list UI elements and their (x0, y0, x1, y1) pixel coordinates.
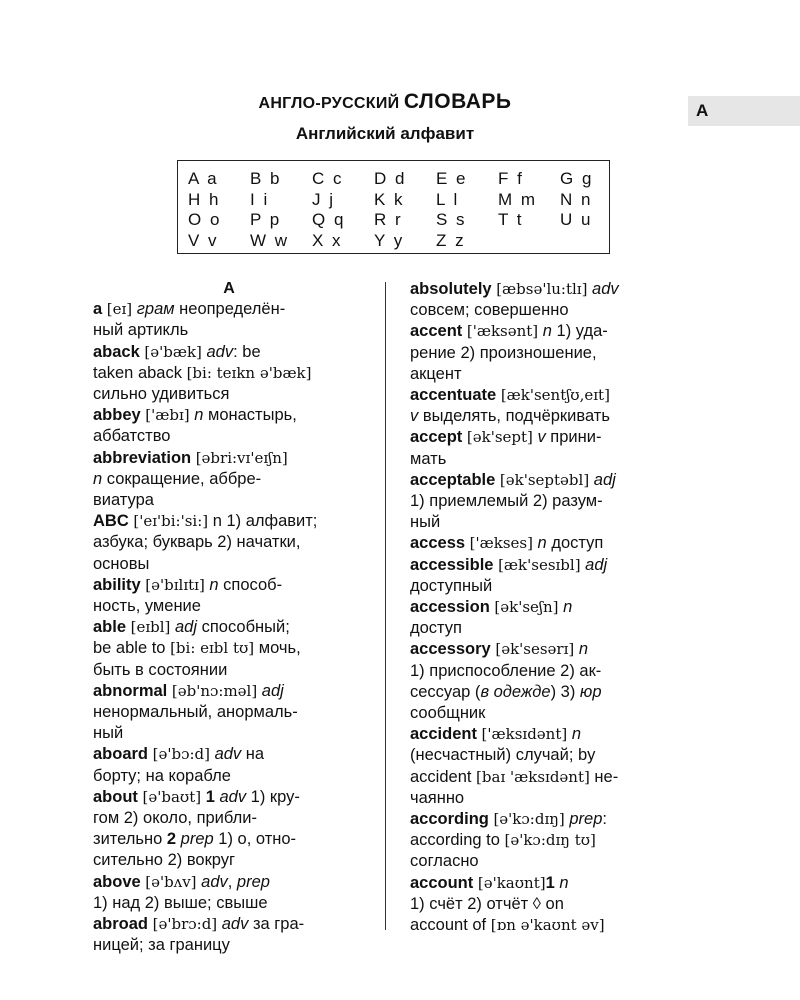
entry-text: account of (410, 916, 491, 935)
entry-text: ненормальный, анормаль- (93, 703, 298, 722)
grammar-label: в одежде (480, 682, 551, 701)
transcription: [ə'bɪlɪtɪ] (145, 575, 205, 594)
title-main: СЛОВАРЬ (403, 90, 512, 113)
grammar-label: adv (221, 915, 249, 934)
entry-line (410, 682, 690, 703)
entry-text: сильно удивиться (93, 385, 230, 404)
entry-line (410, 745, 690, 766)
headword: abbreviation (93, 448, 192, 467)
entry-text: ) 3) (550, 682, 580, 701)
entry-line (93, 426, 365, 447)
transcription: [æbsə'lu:tlɪ] (496, 280, 588, 298)
entry-text: 1) приспособление 2) ак- (410, 661, 602, 680)
grammar-label: n (209, 575, 219, 594)
entry-text: : be (233, 342, 261, 361)
alphabet-letter: F f (498, 169, 524, 188)
alphabet-letter: D d (374, 169, 407, 188)
entry-line (410, 830, 690, 851)
transcription: [baɪ 'æksɪdənt] (476, 767, 590, 786)
headword: account (410, 873, 474, 892)
headword: accession (410, 598, 490, 617)
entry-text: доступ (410, 619, 462, 638)
entry-text: ный артикль (93, 321, 189, 340)
entry-text: прини- (545, 428, 602, 447)
entry-text: сокращение, аббре- (102, 469, 262, 488)
entry-text: 1 (205, 787, 215, 806)
entry-text: аббатство (93, 427, 171, 446)
entry-line (93, 532, 365, 553)
entry-line (93, 554, 365, 575)
grammar-label: n (578, 640, 589, 659)
grammar-label: юр (579, 682, 602, 701)
alphabet-letter: W w (250, 230, 290, 250)
entry-text: способный; (197, 618, 290, 637)
transcription: [ə'bʌv] (145, 872, 197, 891)
dictionary-column-left (93, 278, 365, 957)
entry-line (93, 850, 365, 871)
alphabet-heading: Английский алфавит (295, 124, 475, 143)
entry-line (410, 809, 690, 830)
headword: able (93, 618, 127, 637)
entry-text: азбука; букварь 2) начатки, (93, 533, 301, 552)
alphabet-letter: E e (436, 169, 468, 188)
entry-text: ность, умение (93, 597, 201, 616)
entry-line (93, 935, 365, 956)
grammar-label: грам (136, 300, 175, 319)
entry-text: taken aback (93, 363, 187, 382)
entry-line (410, 449, 690, 470)
entry-line (410, 703, 690, 724)
headword: a (93, 300, 103, 319)
entry-line (410, 639, 690, 660)
entry-text: выделять, подчёркивать (418, 407, 610, 426)
entry-text: 1) кру- (246, 787, 300, 806)
headword: accept (410, 428, 463, 447)
entry-line (410, 321, 690, 342)
grammar-label: v (410, 407, 419, 426)
entry-line (410, 406, 690, 427)
headword: accessible (410, 555, 494, 574)
entry-line (93, 638, 365, 659)
entry-line (410, 343, 690, 364)
entry-text: акцент (410, 364, 462, 383)
transcription: ['ækses] (469, 534, 533, 553)
alphabet-table (177, 160, 610, 254)
entry-line (410, 894, 690, 915)
headword: ability (93, 575, 141, 594)
entry-text: способ- (218, 575, 283, 594)
entry-line (93, 511, 365, 532)
transcription: [bi: eɪbl tʊ] (170, 639, 255, 658)
grammar-label: adv (206, 342, 234, 361)
grammar-label: n (194, 406, 204, 425)
entry-text: рение 2) произношение, (410, 343, 597, 362)
entry-text: ный (93, 724, 124, 743)
entry-text: доступ (546, 534, 604, 553)
alphabet-letter: O o (188, 210, 222, 229)
headword: accentuate (410, 386, 497, 405)
entry-text: неопределён- (174, 300, 286, 319)
entry-text: гом 2) около, прибли- (93, 809, 257, 828)
transcription: [ə'kɔ:dɪŋ] (493, 810, 565, 829)
alphabet-letter: U u (560, 210, 593, 229)
headword: about (93, 787, 138, 806)
alphabet-letter: P p (250, 210, 282, 229)
grammar-label: v (537, 428, 546, 447)
headword: according (410, 810, 489, 829)
grammar-label: adv (214, 745, 242, 764)
transcription: ['eɪ'bi:'si:] (133, 512, 209, 531)
grammar-label: n (563, 598, 573, 617)
entry-line (93, 829, 365, 850)
entry-line (93, 490, 365, 511)
headword: abroad (93, 915, 149, 934)
entry-line (410, 470, 690, 491)
entry-text: 2 (166, 830, 177, 849)
headword: accessory (410, 640, 491, 659)
transcription: [ək'sesərɪ] (495, 640, 575, 659)
alphabet-letter: S s (436, 210, 467, 229)
entry-text: (несчастный) случай; by (410, 746, 596, 765)
entry-text: ницей; за границу (93, 936, 230, 955)
entry-text: сительно 2) вокруг (93, 851, 236, 870)
headword: aback (93, 342, 140, 361)
entry-text: за гра- (248, 915, 305, 934)
headword: aboard (93, 745, 149, 764)
entry-text: be able to (93, 639, 171, 658)
entry-line (410, 300, 690, 321)
entry-text: зительно (93, 830, 167, 849)
grammar-label: n (542, 322, 552, 341)
transcription: ['æbɪ] (145, 406, 190, 425)
transcription: [ək'seʃn] (494, 598, 559, 617)
entry-text: чаянно (410, 788, 465, 807)
entry-line (93, 575, 365, 596)
alphabet-letter: G g (560, 169, 594, 188)
grammar-label: adj (593, 470, 616, 489)
entry-line (93, 596, 365, 617)
entry-line (93, 320, 365, 341)
transcription: [əbri:vɪ'eɪʃn] (195, 448, 288, 467)
alphabet-letter: V v (188, 230, 219, 250)
alphabet-letter: T t (498, 210, 524, 229)
headword: ABC (93, 512, 129, 531)
entry-line (410, 873, 690, 894)
transcription: ['æksɪdənt] (481, 725, 568, 744)
grammar-label: n (571, 725, 582, 744)
transcription: [ə'brɔ:d] (152, 915, 218, 934)
entry-text: 1) приемлемый 2) разум- (410, 492, 603, 511)
entry-line (410, 427, 690, 448)
left-entries (93, 299, 365, 956)
entry-line (93, 469, 365, 490)
entry-line (410, 788, 690, 809)
entry-text: доступный (410, 576, 493, 595)
entry-line (410, 767, 690, 788)
entry-text: согласно (410, 852, 479, 871)
alphabet-letter: H h (188, 189, 221, 209)
alphabet-letter: K k (374, 189, 405, 209)
entry-line (410, 618, 690, 639)
entry-line (93, 660, 365, 681)
transcription: [ə'bɔ:d] (152, 745, 210, 764)
transcription: [eɪ] (106, 300, 133, 319)
alphabet-letter: X x (312, 230, 343, 250)
entry-text: не- (589, 767, 619, 786)
entry-text: 1) над 2) выше; свыше (93, 893, 268, 912)
alphabet-letter: I i (250, 189, 270, 209)
headword: access (410, 534, 466, 553)
grammar-label: n (559, 873, 569, 892)
entry-text: быть в состоянии (93, 660, 228, 679)
entry-text: accident (410, 767, 477, 786)
transcription: [eɪbl] (130, 618, 171, 637)
entry-line (93, 872, 365, 893)
alphabet-letter: Q q (312, 210, 346, 229)
entry-text: n 1) алфавит; (208, 512, 318, 531)
transcription: [ɒn ə'kaʊnt əv] (490, 916, 605, 935)
transcription: [ək'sept] (466, 428, 533, 447)
alphabet-letter: A a (188, 169, 219, 188)
entry-text: ный (410, 513, 441, 532)
entry-line (93, 681, 365, 702)
entry-line (93, 766, 365, 787)
transcription: [ə'baʊt] (142, 787, 202, 806)
alphabet-letter: N n (560, 189, 593, 209)
headword: accent (410, 322, 463, 341)
entry-text: 1) счёт 2) отчёт ◊ on (410, 894, 564, 913)
entry-line (93, 299, 365, 320)
page-title (0, 90, 770, 114)
entry-line (93, 893, 365, 914)
headword: accident (410, 725, 477, 744)
transcription: [əb'nɔ:məl] (171, 681, 258, 700)
grammar-label: adj (585, 555, 608, 574)
alphabet-letter: R r (374, 210, 403, 229)
entry-text: совсем; совершенно (410, 301, 569, 320)
title-prefix: АНГЛО-РУССКИЙ (258, 95, 400, 112)
grammar-label: n (93, 469, 103, 488)
headword: above (93, 872, 141, 891)
entry-line (93, 448, 365, 469)
section-letter-tab: A (688, 96, 800, 126)
entry-line (410, 512, 690, 533)
entry-line (93, 405, 365, 426)
transcription: [æk'sentʃʊ,eɪt] (500, 386, 610, 405)
alphabet-letter: Z z (436, 230, 466, 250)
entry-text: : (602, 810, 607, 829)
entry-line (93, 744, 365, 765)
grammar-label: adv (201, 872, 228, 891)
entry-line (93, 914, 365, 935)
entry-line (410, 851, 690, 872)
transcription: ['æksənt] (466, 322, 539, 341)
entry-line (410, 364, 690, 385)
entry-text: монастырь, (203, 406, 297, 425)
entry-line (410, 533, 690, 554)
entry-line (410, 576, 690, 597)
entry-line (410, 597, 690, 618)
transcription: [bi: teɪkn ə'bæk] (186, 363, 312, 382)
dictionary-column-right (410, 279, 690, 936)
entry-line (410, 661, 690, 682)
alphabet-letter: Y y (374, 230, 405, 250)
headword: abnormal (93, 681, 168, 700)
column-divider (385, 282, 386, 930)
transcription: [ə'kɔ:dɪŋ tʊ] (504, 831, 596, 850)
entry-text: сессуар ( (410, 682, 481, 701)
alphabet-letter: J j (312, 189, 335, 209)
entry-text: на (241, 745, 265, 764)
entry-line (93, 702, 365, 723)
alphabet-letter: C c (312, 169, 344, 188)
entry-line (93, 617, 365, 638)
entry-text: виатура (93, 491, 154, 510)
entry-text: мать (410, 449, 447, 468)
entry-line (93, 787, 365, 808)
entry-text: , (227, 872, 237, 891)
grammar-label: prep (180, 830, 214, 849)
entry-text: 1) о, отно- (213, 830, 297, 849)
entry-line (93, 723, 365, 744)
alphabet-letter: B b (250, 169, 282, 188)
entry-line (410, 279, 690, 300)
entry-line (93, 342, 365, 363)
entry-text: борту; на корабле (93, 766, 231, 785)
entry-line (93, 363, 365, 384)
entry-line (410, 915, 690, 936)
headword: acceptable (410, 470, 496, 489)
entry-line (93, 384, 365, 405)
transcription: [ə'bæk] (144, 342, 202, 361)
transcription: [æk'sesɪbl] (498, 555, 581, 574)
headword: absolutely (410, 280, 492, 298)
entry-line (410, 555, 690, 576)
letter-heading: A (223, 280, 235, 297)
entry-text: 1) уда- (551, 322, 608, 341)
entry-line (410, 385, 690, 406)
entry-line (93, 808, 365, 829)
grammar-label: n (537, 534, 547, 553)
alphabet-letter: L l (436, 189, 460, 209)
grammar-label: adv (219, 787, 247, 806)
grammar-label: adv (592, 280, 619, 298)
grammar-label: prep (236, 872, 270, 891)
headword: abbey (93, 406, 141, 425)
entry-text: мочь, (254, 639, 301, 658)
transcription: [ək'septəbl] (499, 470, 590, 489)
alphabet-letter: M m (498, 189, 538, 209)
transcription: [ə'kaʊnt] (477, 873, 546, 892)
right-entries (410, 279, 690, 936)
entry-text: основы (93, 554, 150, 573)
entry-text: сообщник (410, 704, 486, 723)
grammar-label: prep (569, 810, 603, 829)
entry-text: 1 (545, 873, 555, 892)
entry-line (410, 724, 690, 745)
entry-text: according to (410, 831, 505, 850)
grammar-label: adj (175, 618, 198, 637)
grammar-label: adj (261, 681, 284, 700)
entry-line (410, 491, 690, 512)
alphabet-grid (188, 169, 622, 251)
